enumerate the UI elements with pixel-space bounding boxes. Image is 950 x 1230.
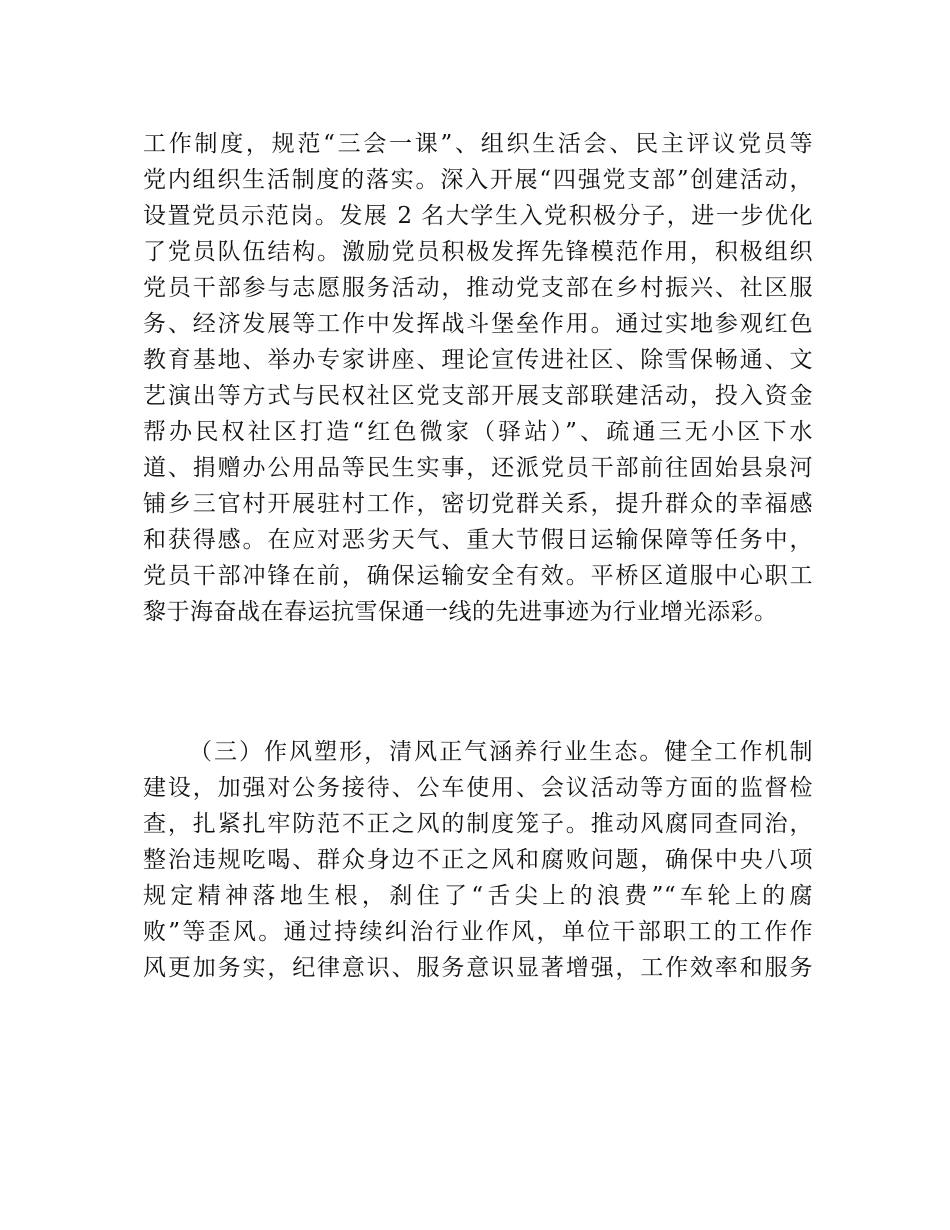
paragraph-line: 帮办民权社区打造“红色微家（驿站）”、疏通三无小区下水	[143, 419, 813, 445]
paragraph-line: 党员干部参与志愿服务活动，推动党支部在乡村振兴、社区服	[143, 275, 813, 301]
paragraph-line: 和获得感。在应对恶劣天气、重大节假日运输保障等任务中，	[143, 527, 813, 553]
paragraph-line: 查，扎紧扎牢防范不正之风的制度笼子。推动风腐同查同治，	[143, 811, 813, 837]
paragraph-line: 党员干部冲锋在前，确保运输安全有效。平桥区道服中心职工	[143, 563, 813, 589]
paragraph-line: 务、经济发展等工作中发挥战斗堡垒作用。通过实地参观红色	[143, 311, 813, 337]
paragraph-line: 整治违规吃喝、群众身边不正之风和腐败问题，确保中央八项	[143, 847, 813, 873]
paragraph-line: 铺乡三官村开展驻村工作，密切党群关系，提升群众的幸福感	[143, 491, 813, 517]
paragraph-line: 党内组织生活制度的落实。深入开展“四强党支部”创建活动，	[143, 167, 813, 193]
paragraph-line: 风更加务实，纪律意识、服务意识显著增强，工作效率和服务	[143, 955, 813, 981]
paragraph-line: 败”等歪风。通过持续纠治行业作风，单位干部职工的工作作	[143, 919, 813, 945]
paragraph-line: 规定精神落地生根，刹住了“舌尖上的浪费”“车轮上的腐	[143, 883, 813, 909]
paragraph-line: 建设，加强对公务接待、公车使用、会议活动等方面的监督检	[143, 775, 813, 801]
paragraph-work-style	[143, 734, 813, 986]
paragraph-line: 黎于海奋战在春运抗雪保通一线的先进事迹为行业增光添彩。	[143, 599, 778, 625]
paragraph-line: 工作制度，规范“三会一课”、组织生活会、民主评议党员等	[143, 131, 813, 157]
paragraph-line: 教育基地、举办专家讲座、理论宣传进社区、除雪保畅通、文	[143, 347, 813, 373]
paragraph-line: 了党员队伍结构。激励党员积极发挥先锋模范作用，积极组织	[143, 239, 813, 265]
paragraph-line: 设置党员示范岗。发展 2 名大学生入党积极分子，进一步优化	[143, 203, 813, 229]
paragraph-line: 道、捐赠办公用品等民生实事，还派党员干部前往固始县泉河	[143, 455, 813, 481]
paragraph-line: 艺演出等方式与民权社区党支部开展支部联建活动，投入资金	[143, 383, 813, 409]
section-heading-line: （三）作风塑形，清风正气涵养行业生态。健全工作机制	[189, 739, 813, 765]
paragraph-party-building	[143, 126, 813, 630]
